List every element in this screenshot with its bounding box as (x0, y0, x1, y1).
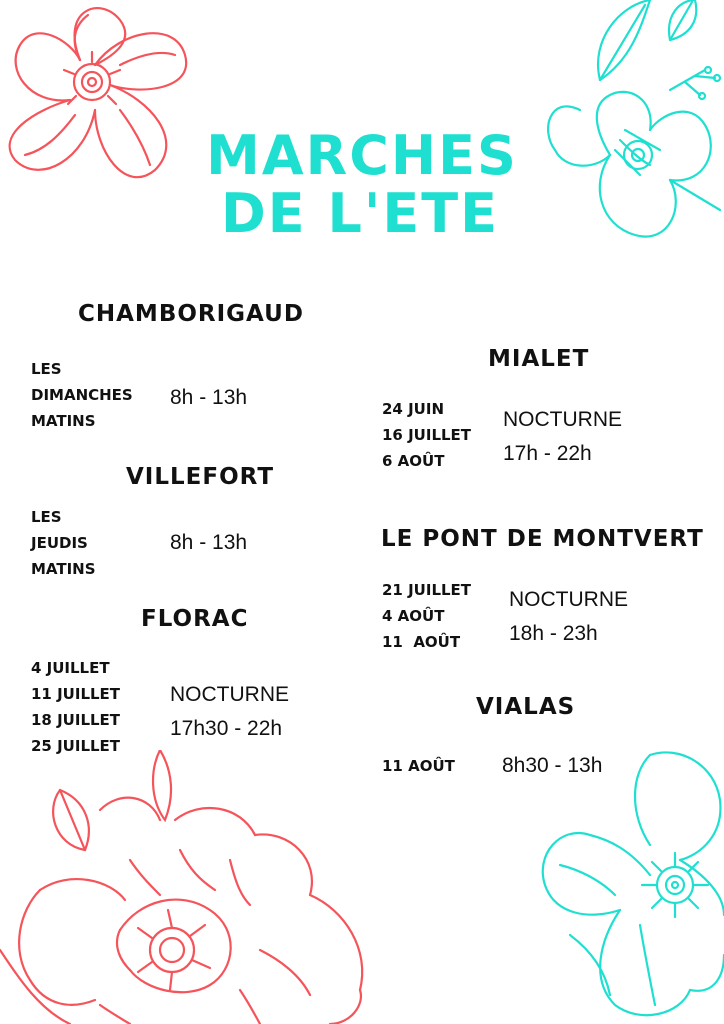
hours: 17h30 - 22h (170, 717, 283, 740)
hours: 8h - 13h (170, 386, 248, 409)
date-line: 4 JUILLET (31, 659, 110, 677)
date-line: 11 JUILLET (31, 685, 121, 703)
market-dates-florac (31, 655, 120, 759)
market-hours-chamborigaud (170, 381, 247, 415)
date-line: 16 JUILLET (382, 426, 472, 444)
market-hours-le-pont-de-montvert (509, 583, 628, 651)
hours: 8h30 - 13h (502, 754, 603, 777)
date-line: 21 JUILLET (382, 581, 472, 599)
market-hours-vialas (502, 749, 602, 783)
date-line: 24 JUIN (382, 400, 444, 418)
page-title-line2: DE L'ETE (220, 182, 500, 245)
red-flower-bottom-left-icon (0, 750, 380, 1024)
market-heading-vialas: VIALAS (476, 694, 576, 720)
hours: 8h - 13h (170, 531, 248, 554)
hours: 17h - 22h (503, 442, 592, 465)
date-line: 6 AOÛT (382, 452, 445, 470)
date-line: 11 AOÛT (382, 757, 455, 775)
market-type: NOCTURNE (503, 408, 622, 431)
market-schedule-chamborigaud (31, 356, 133, 434)
market-dates-le-pont-de-montvert (382, 577, 471, 655)
teal-flower-bottom-right-icon (530, 745, 724, 1024)
date-line: 11 AOÛT (382, 633, 461, 651)
market-type: NOCTURNE (170, 683, 289, 706)
market-hours-villefort (170, 526, 247, 560)
page-title-line1: MARCHES (206, 124, 518, 187)
market-dates-vialas (382, 753, 455, 779)
schedule-line: LES (31, 508, 62, 526)
schedule-line: MATINS (31, 560, 96, 578)
date-line: 25 JUILLET (31, 737, 121, 755)
hours: 18h - 23h (509, 622, 598, 645)
market-schedule-villefort (31, 504, 96, 582)
market-heading-florac: FLORAC (141, 606, 249, 632)
market-heading-le-pont-de-montvert: LE PONT DE MONTVERT (381, 526, 704, 552)
schedule-line: MATINS (31, 412, 96, 430)
schedule-line: DIMANCHES (31, 386, 133, 404)
market-heading-chamborigaud: CHAMBORIGAUD (78, 301, 304, 327)
market-heading-mialet: MIALET (488, 346, 590, 372)
market-hours-florac (170, 678, 289, 746)
market-hours-mialet (503, 403, 622, 471)
date-line: 18 JUILLET (31, 711, 121, 729)
date-line: 4 AOÛT (382, 607, 445, 625)
schedule-line: JEUDIS (31, 534, 88, 552)
schedule-line: LES (31, 360, 62, 378)
market-type: NOCTURNE (509, 588, 628, 611)
market-dates-mialet (382, 396, 471, 474)
market-heading-villefort: VILLEFORT (126, 464, 275, 490)
